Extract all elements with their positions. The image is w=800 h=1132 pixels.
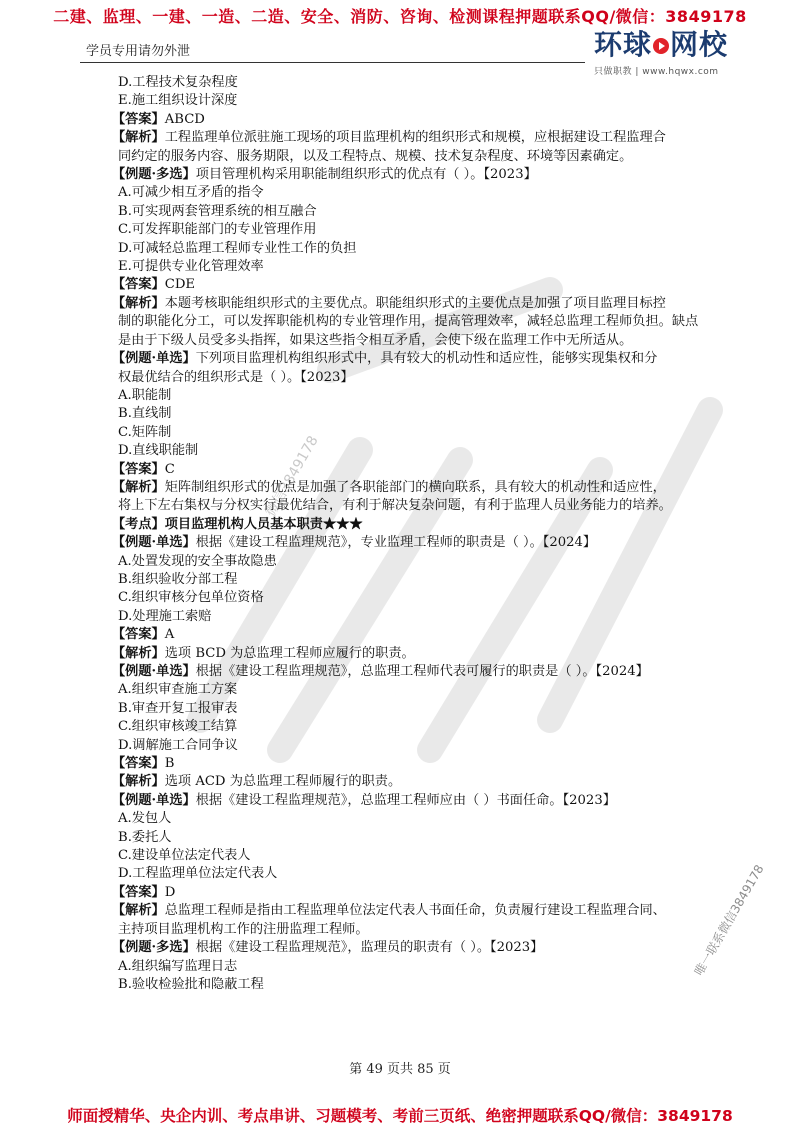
text-line xyxy=(112,369,732,387)
text-line xyxy=(112,865,732,883)
line-text: CDE xyxy=(164,277,196,293)
brand-logo-tagline: 只做职教 | www.hqwx.com xyxy=(594,67,719,77)
line-text: 权最优结合的组织形式是（ ）。【2023】 xyxy=(118,369,354,385)
line-text: C xyxy=(164,461,175,477)
text-line xyxy=(112,921,732,939)
brand-logo-text-a: 环球 xyxy=(594,28,653,61)
text-line xyxy=(112,847,732,865)
text-line xyxy=(112,74,732,92)
text-line xyxy=(112,958,732,976)
line-text: B.审查开复工报审表 xyxy=(118,700,238,716)
text-line xyxy=(112,976,732,994)
text-line xyxy=(112,737,732,755)
top-promo-banner: 二建、监理、一建、一造、二造、安全、消防、咨询、检测课程押题联系QQ/微信：3849178 xyxy=(53,7,747,26)
labeled-line xyxy=(112,645,732,663)
line-text: 根据《建设工程监理规范》，总监理工程师应由（ ）书面任命。【2023】 xyxy=(195,792,616,808)
line-tag: 【答案】 xyxy=(112,461,165,477)
line-text: E.可提供专业化管理效率 xyxy=(118,259,264,275)
line-text: C.矩阵制 xyxy=(118,424,172,440)
line-tag: 【解析】 xyxy=(112,130,165,146)
page-number: 第 49 页共 85 页 xyxy=(349,1062,451,1077)
line-text: C.组织审核分包单位资格 xyxy=(118,590,264,606)
line-text: C.组织审核竣工结算 xyxy=(118,719,238,735)
header-divider xyxy=(80,62,585,63)
line-text: B.可实现两套管理系统的相互融合 xyxy=(118,203,317,219)
text-line xyxy=(112,332,732,350)
line-text: A.处置发现的安全事故隐患 xyxy=(118,553,277,569)
labeled-line xyxy=(112,129,732,147)
text-line xyxy=(112,387,732,405)
line-text: 选项 BCD 为总监理工程师应履行的职责。 xyxy=(164,645,415,661)
labeled-line xyxy=(112,516,732,534)
line-text: 根据《建设工程监理规范》，专业监理工程师的职责是（ ）。【2024】 xyxy=(195,535,597,551)
labeled-line xyxy=(112,111,732,129)
bottom-promo-banner: 师面授精华、央企内训、考点串讲、习题模考、考前三页纸、绝密押题联系QQ/微信：3849178 xyxy=(67,1107,733,1125)
labeled-line xyxy=(112,884,732,902)
labeled-line xyxy=(112,479,732,497)
line-tag: 【答案】 xyxy=(112,756,165,772)
line-text: B.组织验收分部工程 xyxy=(118,571,238,587)
text-line xyxy=(112,442,732,460)
line-text: B.委托人 xyxy=(118,829,172,845)
line-text: 主持项目监理机构工作的注册监理工程师。 xyxy=(118,921,369,937)
brand-logo-wordmark xyxy=(594,30,734,60)
header-confidential-note: 学员专用请勿外泄 xyxy=(86,44,191,59)
labeled-line xyxy=(112,755,732,773)
text-line xyxy=(112,700,732,718)
line-text: D.工程技术复杂程度 xyxy=(118,75,238,90)
document-body xyxy=(112,74,732,994)
line-text: D.直线职能制 xyxy=(118,443,199,459)
line-text: B.直线制 xyxy=(118,406,172,422)
line-text: E.施工组织设计深度 xyxy=(118,93,238,109)
line-text: 矩阵制组织形式的优点是加强了各职能部门的横向联系，具有较大的机动性和适应性， xyxy=(164,479,666,495)
line-text: 工程监理单位派驻施工现场的项目监理机构的组织形式和规模，应根据建设工程监理合 xyxy=(164,130,666,146)
labeled-line xyxy=(112,276,732,294)
labeled-line xyxy=(112,773,732,791)
labeled-line xyxy=(112,939,732,957)
line-text: B.验收检验批和隐蔽工程 xyxy=(118,976,264,992)
labeled-line xyxy=(112,902,732,920)
text-line xyxy=(112,608,732,626)
text-line xyxy=(112,589,732,607)
labeled-line xyxy=(112,295,732,313)
line-text: A xyxy=(164,627,175,643)
text-line xyxy=(112,681,732,699)
text-line xyxy=(112,258,732,276)
line-tag: 【例题·单选】 xyxy=(112,664,196,679)
line-text: 同约定的服务内容、服务期限，以及工程特点、规模、技术复杂程度、环境等因素确定。 xyxy=(118,148,633,164)
labeled-line xyxy=(112,792,732,810)
line-text: A.发包人 xyxy=(118,811,172,827)
line-tag: 【答案】 xyxy=(112,111,165,127)
text-line xyxy=(112,240,732,258)
labeled-line xyxy=(112,626,732,644)
line-text: A.职能制 xyxy=(118,387,172,403)
line-text: 项目管理机构采用职能制组织形式的优点有（ ）。【2023】 xyxy=(195,167,537,183)
line-text: 下列项目监理机构组织形式中，具有较大的机动性和适应性，能够实现集权和分 xyxy=(195,351,658,367)
line-text: 根据《建设工程监理规范》，总监理工程师代表可履行的职责是（ ）。【2024】 xyxy=(195,664,649,679)
labeled-line xyxy=(112,663,732,681)
text-line xyxy=(112,313,732,331)
line-text: 选项 ACD 为总监理工程师履行的职责。 xyxy=(164,774,402,790)
line-text: 制的职能化分工，可以发挥职能机构的专业管理作用，提高管理效率，减轻总监理工程师负担。缺点 xyxy=(118,314,699,330)
line-tag: 【例题·单选】 xyxy=(112,351,196,367)
line-tag: 【答案】 xyxy=(112,884,165,900)
watermark-diagonal-text: 微信3849178 xyxy=(262,433,322,520)
line-text: 根据《建设工程监理规范》，监理员的职责有（ ）。【2023】 xyxy=(195,940,544,956)
text-line xyxy=(112,718,732,736)
line-tag: 【例题·单选】 xyxy=(112,792,196,808)
line-text: D.可减轻总监理工程师专业性工作的负担 xyxy=(118,240,357,256)
text-line xyxy=(112,203,732,221)
text-line xyxy=(112,497,732,515)
line-text: B xyxy=(164,756,175,772)
line-tag: 【解析】 xyxy=(112,645,165,661)
line-text: C.可发挥职能部门的专业管理作用 xyxy=(118,222,317,238)
line-text: 是由于下级人员受多头指挥，如果这些指令相互矛盾，会使下级在监理工作中无所适从。 xyxy=(118,332,633,348)
brand-logo-text-b: 网校 xyxy=(670,28,729,61)
text-line xyxy=(112,184,732,202)
line-tag: 【答案】 xyxy=(112,277,165,293)
line-text: A.组织审查施工方案 xyxy=(118,682,238,698)
line-tag: 【例题·多选】 xyxy=(112,167,196,183)
line-tag: 【例题·多选】 xyxy=(112,940,196,956)
line-tag: 【解析】 xyxy=(112,774,165,790)
line-tag: 【考点】 xyxy=(112,516,165,532)
text-line xyxy=(112,424,732,442)
line-text: 本题考核职能组织形式的主要优点。职能组织形式的主要优点是加强了项目监理目标控 xyxy=(164,295,666,311)
line-text: D xyxy=(164,884,176,900)
text-line xyxy=(112,553,732,571)
line-text: D.处理施工索赔 xyxy=(118,608,212,624)
line-text: 项目监理机构人员基本职责★★★ xyxy=(164,516,363,532)
line-text: 总监理工程师是指由工程监理单位法定代表人书面任命，负责履行建设工程监理合同、 xyxy=(164,903,666,919)
text-line xyxy=(112,148,732,166)
line-text: A.组织编写监理日志 xyxy=(118,958,238,974)
line-text: 将上下左右集权与分权实行最优结合，有利于解决复杂问题，有利于监理人员业务能力的培养。 xyxy=(118,498,672,514)
line-tag: 【答案】 xyxy=(112,627,165,643)
play-icon xyxy=(653,38,669,54)
labeled-line xyxy=(112,350,732,368)
line-text: A.可减少相互矛盾的指令 xyxy=(118,185,264,201)
text-line xyxy=(112,810,732,828)
line-tag: 【解析】 xyxy=(112,903,165,919)
brand-logo xyxy=(594,30,734,80)
labeled-line xyxy=(112,461,732,479)
line-text: D.工程监理单位法定代表人 xyxy=(118,866,278,882)
text-line xyxy=(112,829,732,847)
line-text: D.调解施工合同争议 xyxy=(118,737,238,753)
line-tag: 【解析】 xyxy=(112,479,165,495)
labeled-line xyxy=(112,166,732,184)
watermark-side-text: 唯一联系微信3849178 xyxy=(691,862,767,978)
text-line xyxy=(112,571,732,589)
line-tag: 【例题·单选】 xyxy=(112,535,196,551)
labeled-line xyxy=(112,534,732,552)
line-text: ABCD xyxy=(164,111,205,127)
text-line xyxy=(112,92,732,110)
line-text: C.建设单位法定代表人 xyxy=(118,848,251,864)
text-line xyxy=(112,221,732,239)
text-line xyxy=(112,405,732,423)
line-tag: 【解析】 xyxy=(112,295,165,311)
